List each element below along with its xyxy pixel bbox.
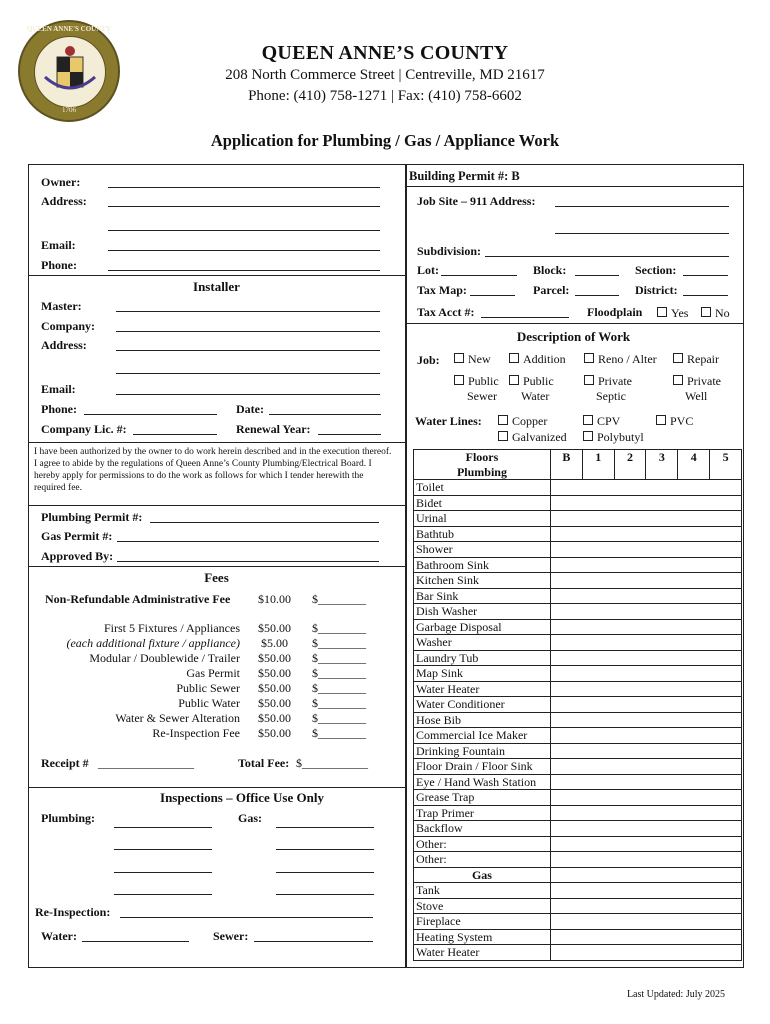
polybutyl-checkbox[interactable] (583, 430, 644, 445)
plumbing-fixture-label: Kitchen Sink (414, 573, 551, 589)
gas-fixture-label: Heating System (414, 929, 551, 945)
seal-year: 1706 (62, 106, 76, 114)
water-lines-label: Water Lines: (415, 414, 482, 428)
plumbing-fixture-label: Commercial Ice Maker (414, 728, 551, 744)
plumbing-fixture-label: Laundry Tub (414, 650, 551, 666)
lot-label: Lot: (417, 263, 439, 277)
fixture-count-cells[interactable] (550, 821, 741, 837)
owner-phone-label: Phone: (41, 258, 77, 272)
checkbox-icon (498, 431, 508, 441)
gas-section-blank (550, 867, 741, 883)
checkbox-label: Repair (687, 352, 719, 366)
tax-map-label: Tax Map: (417, 283, 467, 297)
checkbox-label: New (468, 352, 491, 366)
fixture-count-cells[interactable] (550, 883, 741, 899)
receipt-field[interactable]: ________________ (98, 756, 194, 770)
fixture-count-cells[interactable] (550, 511, 741, 527)
fixture-count-cells[interactable] (550, 619, 741, 635)
checkbox-icon (509, 353, 519, 363)
fee-label: Re-Inspection Fee (152, 726, 240, 740)
plumbing-fixture-label: Other: (414, 852, 551, 868)
table-row (414, 573, 742, 589)
fee-blank[interactable]: $________ (312, 696, 366, 710)
seal-crest-icon (35, 37, 105, 107)
divider (28, 442, 407, 443)
checkbox-label: Galvanized (512, 430, 567, 444)
plumbing-fixture-label: Drinking Fountain (414, 743, 551, 759)
seal-top-text: QUEEN ANNE'S COUNTY (26, 25, 111, 33)
county-address: 208 North Commerce Street | Centreville, MD 21617 (225, 67, 545, 83)
table-row (414, 774, 742, 790)
private-well-checkbox[interactable] (673, 374, 721, 389)
job-label: Job: (417, 353, 440, 367)
fee-amount: $50.00 (258, 651, 291, 665)
plumbing-inspection-line[interactable] (114, 872, 212, 873)
public-sewer-checkbox[interactable] (454, 374, 499, 389)
block-label: Block: (533, 263, 567, 277)
fixture-count-cells[interactable] (550, 666, 741, 682)
plumbing-fixture-label: Shower (414, 542, 551, 558)
plumbing-fixture-label: Toilet (414, 480, 551, 496)
installer-email-field[interactable] (116, 394, 380, 395)
master-field[interactable] (116, 311, 380, 312)
fee-label: Public Sewer (176, 681, 240, 695)
fixture-count-cells[interactable] (550, 604, 741, 620)
gas-fixture-label: Stove (414, 898, 551, 914)
district-label: District: (635, 283, 678, 297)
table-row (414, 898, 742, 914)
checkbox-icon (701, 307, 711, 317)
floor-column-header: B (550, 450, 582, 480)
admin-fee-blank[interactable]: $________ (312, 592, 366, 606)
table-row (414, 526, 742, 542)
fee-blank[interactable]: $________ (312, 711, 366, 725)
fee-amount: $50.00 (258, 696, 291, 710)
installer-address-field[interactable] (116, 350, 380, 351)
company-lic-label: Company Lic. #: (41, 422, 127, 436)
plumbing-fixture-label: Urinal (414, 511, 551, 527)
owner-phone-field[interactable] (108, 270, 380, 271)
fixture-count-cells[interactable] (550, 945, 741, 961)
plumbing-fixture-label: Water Conditioner (414, 697, 551, 713)
table-row (414, 743, 742, 759)
table-row (414, 914, 742, 930)
job-reno-checkbox[interactable] (584, 352, 657, 367)
checkbox-label: Addition (523, 352, 566, 366)
table-row (414, 929, 742, 945)
fixture-count-cells[interactable] (550, 774, 741, 790)
fee-label: Water & Sewer Alteration (115, 711, 240, 725)
table-row (414, 650, 742, 666)
checkbox-icon (454, 375, 464, 385)
county-seal (18, 20, 120, 122)
owner-address-field[interactable] (108, 206, 380, 207)
total-fee-label: Total Fee: (238, 756, 290, 770)
table-row (414, 619, 742, 635)
checkbox-icon (656, 415, 666, 425)
fee-blank[interactable]: $________ (312, 666, 366, 680)
checkbox-icon (583, 415, 593, 425)
gas-fixture-label: Water Heater (414, 945, 551, 961)
fee-amount: $50.00 (258, 666, 291, 680)
tax-map-field[interactable] (470, 295, 515, 296)
plumbing-permit-field[interactable] (150, 522, 379, 523)
table-row (414, 945, 742, 961)
master-label: Master: (41, 299, 82, 313)
floodplain-yes-checkbox[interactable] (657, 306, 688, 321)
plumbing-inspection-line[interactable] (114, 894, 212, 895)
table-row (414, 805, 742, 821)
table-row (414, 790, 742, 806)
plumbing-permit-label: Plumbing Permit #: (41, 510, 143, 524)
checkbox-label: CPV (597, 414, 621, 428)
inspections-heading: Inspections – Office Use Only (160, 790, 324, 805)
installer-heading: Installer (193, 279, 240, 294)
table-row (414, 712, 742, 728)
authorization-statement: I have been authorized by the owner to do work herein described and in the execution thereof. I agree to abide by the regulations of Queen Anne’s County Plumbing/Electrical Board. I hereby apply for permissions to do the work as follows for which I tender herewith the required fee. (34, 447, 392, 493)
public-water-checkbox[interactable] (509, 374, 554, 389)
plumbing-fixture-label: Bathtub (414, 526, 551, 542)
fee-label: Public Water (178, 696, 240, 710)
fee-label: First 5 Fixtures / Appliances (104, 621, 240, 635)
section-field[interactable] (683, 275, 728, 276)
checkbox-label: Private (687, 374, 721, 388)
table-row (414, 697, 742, 713)
last-updated: Last Updated: July 2025 (626, 989, 725, 1000)
checkbox-icon (657, 307, 667, 317)
date-field[interactable] (269, 414, 381, 415)
floor-column-header: 2 (614, 450, 646, 480)
table-row (414, 604, 742, 620)
floodplain-label: Floodplain (587, 305, 643, 319)
tax-acct-label: Tax Acct #: (417, 305, 475, 319)
fee-blank[interactable]: $________ (312, 636, 366, 650)
fixture-count-cells[interactable] (550, 852, 741, 868)
table-row (414, 495, 742, 511)
private-well-label-2: Well (685, 389, 708, 403)
admin-fee-amount: $10.00 (258, 592, 291, 606)
plumbing-fixture-label: Bar Sink (414, 588, 551, 604)
galvanized-checkbox[interactable] (498, 430, 567, 445)
fixture-count-cells[interactable] (550, 805, 741, 821)
job-new-checkbox[interactable] (454, 352, 491, 367)
checkbox-label: Reno / Alter (598, 352, 657, 366)
sewer-field[interactable] (254, 941, 373, 942)
private-septic-label-2: Septic (596, 389, 626, 403)
subdivision-label: Subdivision: (417, 244, 482, 258)
parcel-label: Parcel: (533, 283, 570, 297)
parcel-field[interactable] (575, 295, 619, 296)
table-row (414, 480, 742, 496)
copper-checkbox[interactable] (498, 414, 547, 429)
subdivision-field[interactable] (485, 256, 729, 257)
checkbox-label: PVC (670, 414, 694, 428)
lot-field[interactable] (441, 275, 517, 276)
page-title: Application for Plumbing / Gas / Appliance Work (210, 131, 560, 150)
fixture-count-cells[interactable] (550, 836, 741, 852)
checkbox-icon (583, 431, 593, 441)
divider (28, 505, 407, 506)
plumbing-fixture-label: Grease Trap (414, 790, 551, 806)
owner-email-field[interactable] (108, 250, 380, 251)
floor-column-header: 3 (646, 450, 678, 480)
divider (28, 275, 407, 276)
installer-email-label: Email: (41, 382, 76, 396)
checkbox-icon (509, 375, 519, 385)
checkbox-icon (584, 375, 594, 385)
job-site-field-2[interactable] (555, 233, 729, 234)
approved-by-field[interactable] (117, 561, 379, 562)
table-row (414, 666, 742, 682)
fixture-count-cells[interactable] (550, 712, 741, 728)
checkbox-icon (673, 375, 683, 385)
gas-permit-field[interactable] (117, 541, 379, 542)
table-row (414, 511, 742, 527)
company-label: Company: (41, 319, 96, 333)
date-label: Date: (236, 402, 264, 416)
fixture-count-cells[interactable] (550, 697, 741, 713)
water-label: Water: (41, 929, 77, 943)
fixture-count-cells[interactable] (550, 914, 741, 930)
gas-fixture-label: Tank (414, 883, 551, 899)
checkbox-icon (498, 415, 508, 425)
private-septic-checkbox[interactable] (584, 374, 632, 389)
total-fee-field[interactable]: $___________ (296, 756, 368, 770)
block-field[interactable] (575, 275, 619, 276)
fee-amount: $50.00 (258, 681, 291, 695)
fee-label: Modular / Doublewide / Trailer (89, 651, 240, 665)
installer-address-field-2[interactable] (116, 373, 380, 374)
floor-column-header: 5 (710, 450, 742, 480)
plumbing-fixture-label: Washer (414, 635, 551, 651)
installer-phone-field[interactable] (84, 414, 217, 415)
company-field[interactable] (116, 331, 380, 332)
fixture-count-cells[interactable] (550, 542, 741, 558)
cpv-checkbox[interactable] (583, 414, 620, 429)
fixture-count-cells[interactable] (550, 759, 741, 775)
checkbox-label: Copper (512, 414, 548, 428)
gas-inspection-line[interactable] (276, 827, 374, 828)
approved-by-label: Approved By: (41, 549, 114, 563)
checkbox-label: Yes (671, 306, 689, 320)
fee-label: Gas Permit (186, 666, 240, 680)
table-row (414, 821, 742, 837)
plumbing-fixture-label: Dish Washer (414, 604, 551, 620)
building-permit-label: Building Permit #: B (409, 169, 520, 183)
fixture-count-cells[interactable] (550, 929, 741, 945)
divider (405, 186, 744, 187)
plumbing-fixture-label: Map Sink (414, 666, 551, 682)
table-row (414, 728, 742, 744)
plumbing-section-header: Plumbing (414, 465, 551, 480)
county-name: QUEEN ANNE’S COUNTY (261, 42, 509, 64)
fee-blank[interactable]: $________ (312, 726, 366, 740)
public-sewer-label-2: Sewer (467, 389, 497, 403)
plumbing-fixture-label: Backflow (414, 821, 551, 837)
fixture-count-cells[interactable] (550, 557, 741, 573)
fixture-count-cells[interactable] (550, 650, 741, 666)
fixture-count-cells[interactable] (550, 790, 741, 806)
admin-fee-label: Non-Refundable Administrative Fee (45, 592, 231, 606)
fee-blank[interactable]: $________ (312, 621, 366, 635)
owner-email-label: Email: (41, 238, 76, 252)
fixture-count-cells[interactable] (550, 681, 741, 697)
table-row (414, 681, 742, 697)
table-row (414, 759, 742, 775)
fee-amount: $50.00 (258, 726, 291, 740)
checkbox-label: Public (523, 374, 554, 388)
gas-inspection-line[interactable] (276, 894, 374, 895)
plumbing-fixture-label: Garbage Disposal (414, 619, 551, 635)
floor-column-header: 1 (582, 450, 614, 480)
fee-amount: $5.00 (261, 636, 288, 650)
fixture-count-cells[interactable] (550, 635, 741, 651)
gas-section-header: Gas (414, 867, 551, 883)
receipt-label: Receipt # (41, 756, 89, 770)
section-label: Section: (635, 263, 677, 277)
plumbing-fixture-label: Floor Drain / Floor Sink (414, 759, 551, 775)
checkbox-icon (454, 353, 464, 363)
gas-permit-label: Gas Permit #: (41, 529, 113, 543)
sewer-label: Sewer: (213, 929, 249, 943)
divider (405, 323, 744, 324)
fee-amount: $50.00 (258, 711, 291, 725)
fixtures-table (413, 449, 742, 961)
fee-amount: $50.00 (258, 621, 291, 635)
owner-label: Owner: (41, 175, 81, 189)
checkbox-label: No (715, 306, 730, 320)
pvc-checkbox[interactable] (656, 414, 693, 429)
checkbox-label: Polybutyl (597, 430, 644, 444)
installer-phone-label: Phone: (41, 402, 77, 416)
renewal-year-label: Renewal Year: (236, 422, 311, 436)
county-phone-fax: Phone: (410) 758-1271 | Fax: (410) 758-6602 (248, 88, 522, 104)
installer-address-label: Address: (41, 338, 87, 352)
fixture-count-cells[interactable] (550, 728, 741, 744)
table-row (414, 852, 742, 868)
table-header-row (414, 450, 742, 465)
gas-inspection-line[interactable] (276, 872, 374, 873)
fixture-count-cells[interactable] (550, 495, 741, 511)
table-row (414, 557, 742, 573)
table-row (414, 635, 742, 651)
plumbing-fixture-label: Other: (414, 836, 551, 852)
owner-field[interactable] (108, 187, 380, 188)
plumbing-fixture-label: Eye / Hand Wash Station (414, 774, 551, 790)
plumbing-fixture-label: Water Heater (414, 681, 551, 697)
fixture-count-cells[interactable] (550, 480, 741, 496)
divider (28, 566, 407, 567)
checkbox-icon (584, 353, 594, 363)
company-lic-field[interactable] (133, 434, 217, 435)
inspection-plumbing-label: Plumbing: (41, 811, 96, 825)
checkbox-label: Public (468, 374, 499, 388)
plumbing-inspection-line[interactable] (114, 849, 212, 850)
table-section-row (414, 867, 742, 883)
gas-inspection-line[interactable] (276, 849, 374, 850)
owner-address-label: Address: (41, 194, 87, 208)
fee-blank[interactable]: $________ (312, 681, 366, 695)
table-row (414, 836, 742, 852)
renewal-year-field[interactable] (318, 434, 381, 435)
job-repair-checkbox[interactable] (673, 352, 719, 367)
inspection-gas-label: Gas: (238, 811, 262, 825)
plumbing-fixture-label: Hose Bib (414, 712, 551, 728)
public-water-label-2: Water (521, 389, 550, 403)
floodplain-no-checkbox[interactable] (701, 306, 730, 321)
checkbox-label: Private (598, 374, 632, 388)
fixture-count-cells[interactable] (550, 573, 741, 589)
fees-heading: Fees (204, 570, 229, 585)
water-field[interactable] (82, 941, 189, 942)
floors-header: Floors (414, 450, 551, 465)
gas-fixture-label: Fireplace (414, 914, 551, 930)
checkbox-icon (673, 353, 683, 363)
divider (28, 787, 407, 788)
seal-shield (34, 36, 106, 108)
plumbing-fixture-label: Trap Primer (414, 805, 551, 821)
table-row (414, 588, 742, 604)
tax-acct-field[interactable] (481, 317, 569, 318)
table-row (414, 542, 742, 558)
plumbing-fixture-label: Bathroom Sink (414, 557, 551, 573)
plumbing-inspection-line[interactable] (114, 827, 212, 828)
table-row (414, 883, 742, 899)
fixture-count-cells[interactable] (550, 526, 741, 542)
description-heading: Description of Work (516, 329, 631, 344)
floor-column-header: 4 (678, 450, 710, 480)
job-addition-checkbox[interactable] (509, 352, 566, 367)
district-field[interactable] (683, 295, 728, 296)
fixture-count-cells[interactable] (550, 743, 741, 759)
fixture-count-cells[interactable] (550, 588, 741, 604)
fixture-count-cells[interactable] (550, 898, 741, 914)
job-site-label: Job Site – 911 Address: (417, 194, 536, 208)
plumbing-fixture-label: Bidet (414, 495, 551, 511)
fee-blank[interactable]: $________ (312, 651, 366, 665)
fee-label: (each additional fixture / appliance) (66, 636, 240, 650)
job-site-field[interactable] (555, 206, 729, 207)
reinspection-label: Re-Inspection: (35, 905, 111, 919)
reinspection-field[interactable] (120, 917, 373, 918)
owner-address-field-2[interactable] (108, 230, 380, 231)
